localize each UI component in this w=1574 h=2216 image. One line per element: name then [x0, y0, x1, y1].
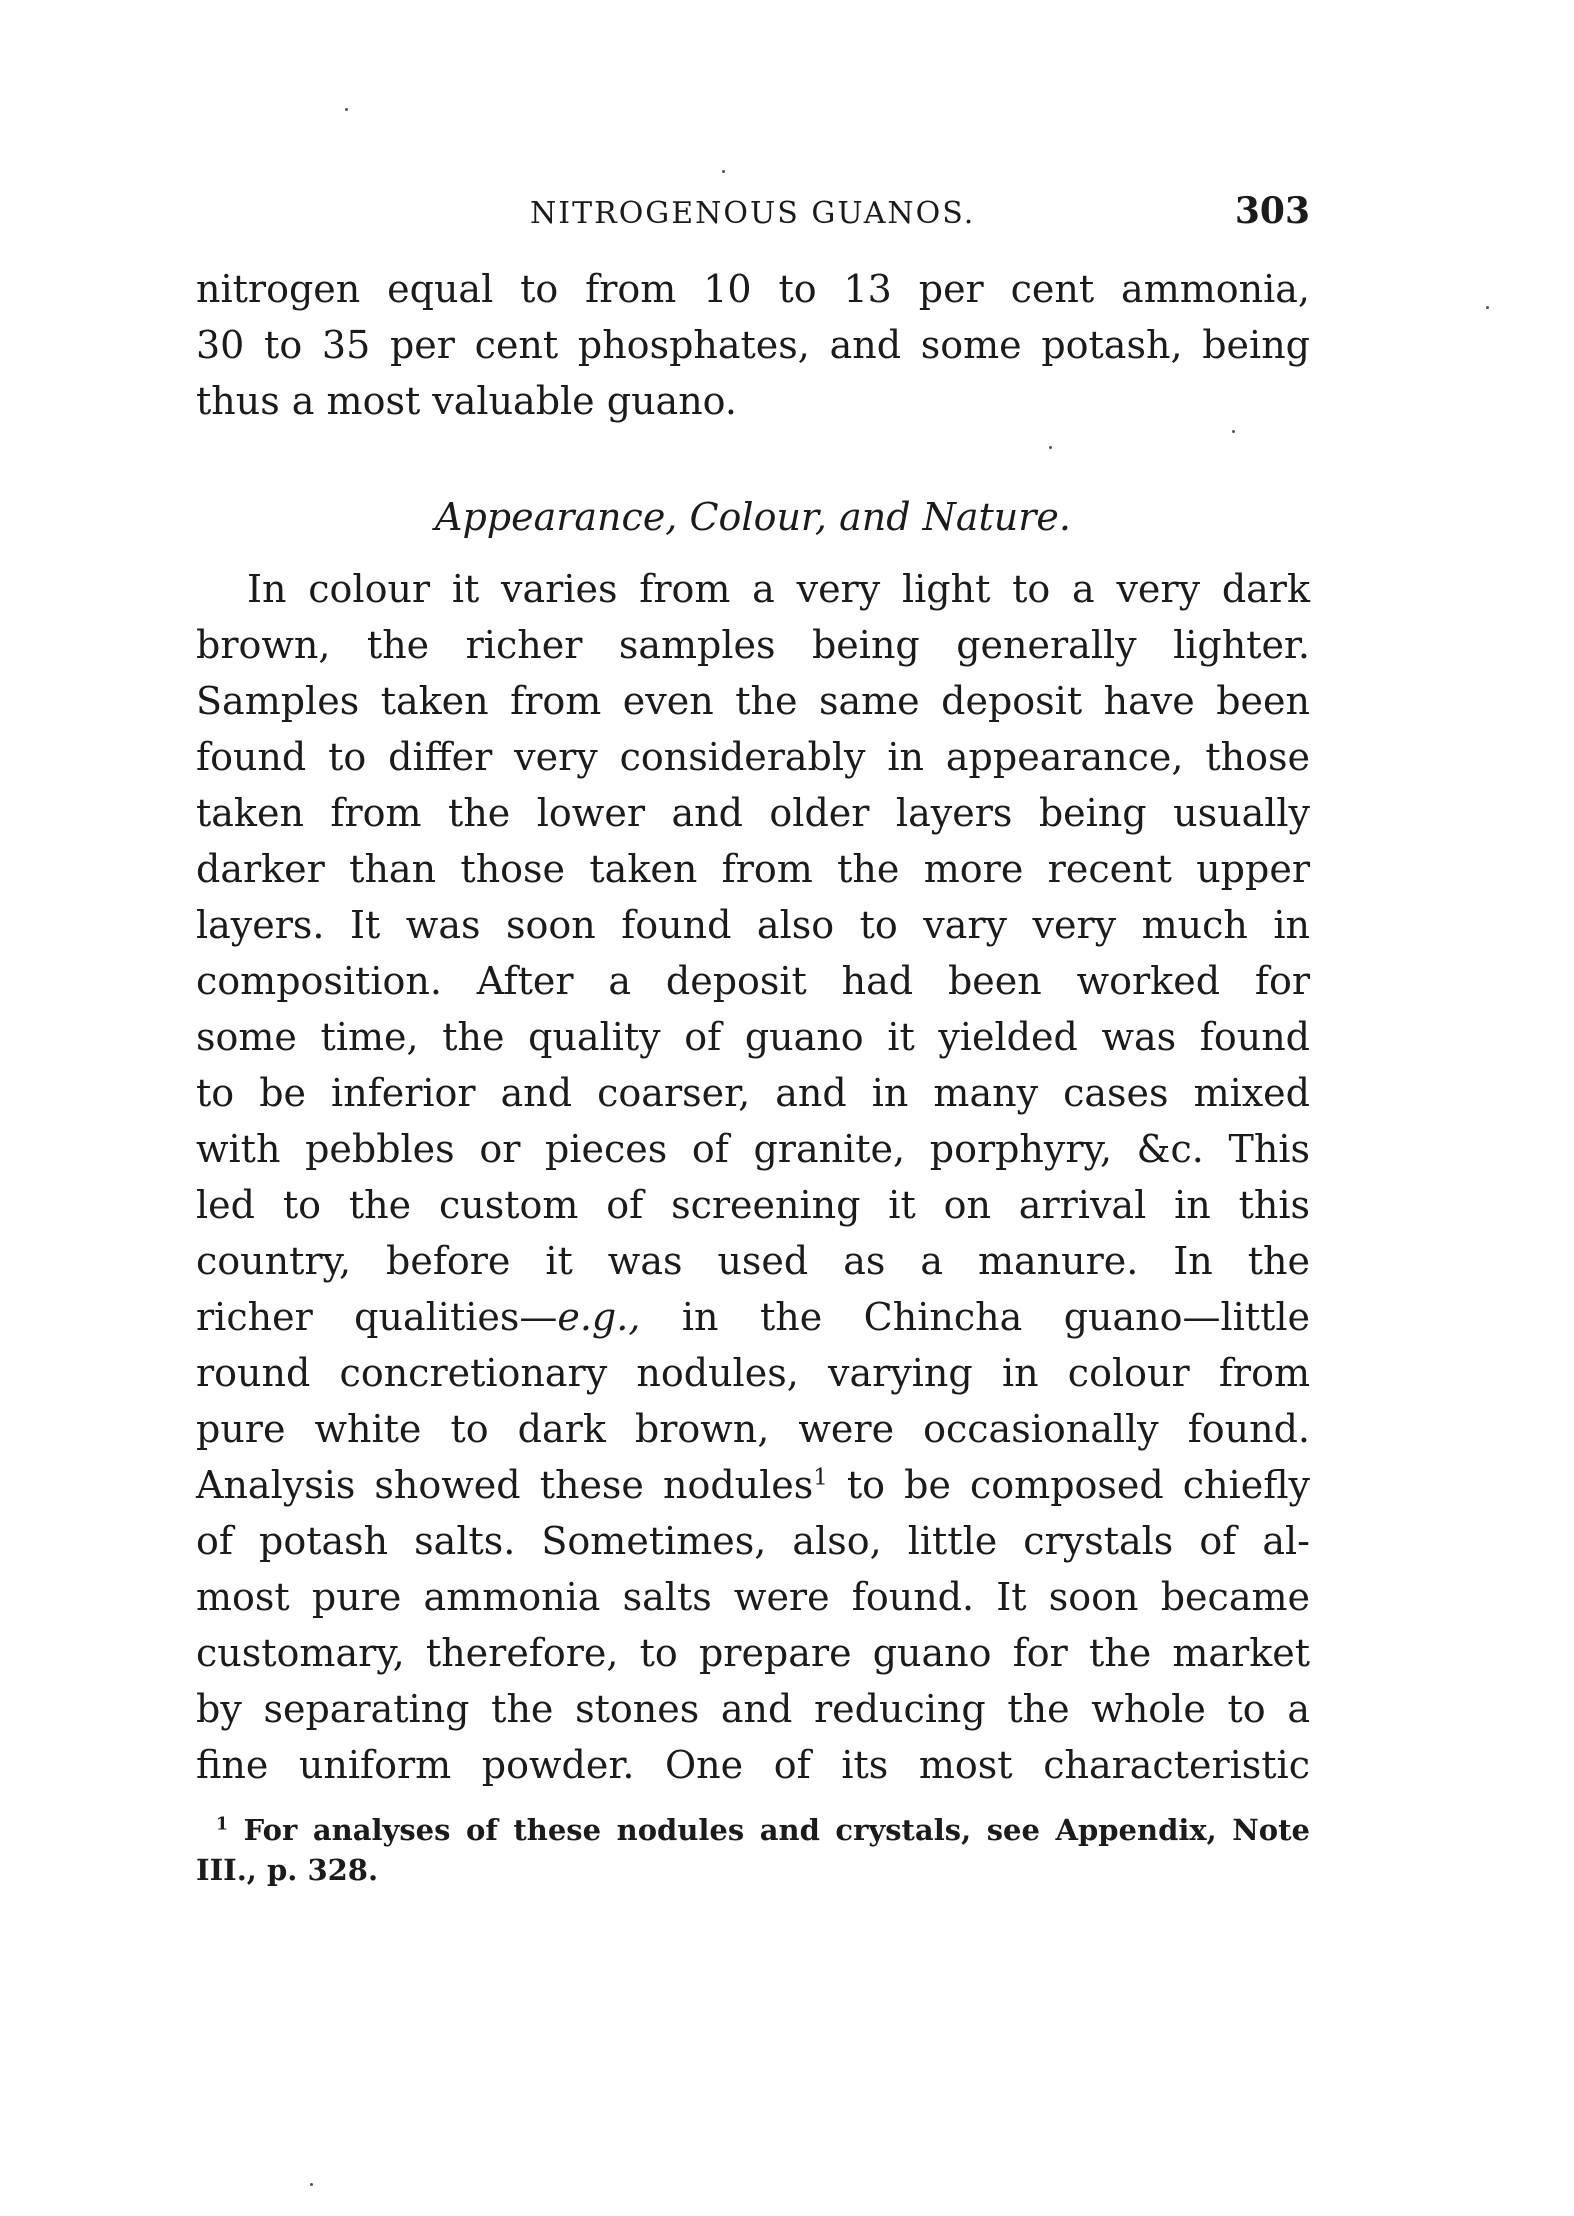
text-line: by separating the stones and reducing the whole to a — [196, 1687, 1310, 1731]
scan-speck — [1049, 446, 1052, 449]
text-segment: to be composed chiefly — [827, 1463, 1311, 1507]
footnote-text: For analyses of these nodules and crystals, see Appendix, Note — [243, 1813, 1310, 1847]
scan-speck — [722, 170, 725, 173]
text-line — [196, 1292, 1310, 1342]
text-line: fine uniform powder. One of its most characteristic — [196, 1743, 1310, 1787]
text-line: led to the custom of screening it on arrival in this — [196, 1183, 1310, 1227]
text-line: some time, the quality of guano it yielded was found — [196, 1015, 1310, 1059]
text-segment: Analysis showed these nodules — [196, 1463, 814, 1507]
footnote-line: III., p. 328. — [196, 1853, 379, 1887]
text-line: customary, therefore, to prepare guano for the market — [196, 1631, 1310, 1675]
text-line: with pebbles or pieces of granite, porphyry, &c. This — [196, 1127, 1310, 1171]
text-line: thus a most valuable guano. — [196, 379, 737, 423]
page-header — [196, 190, 1310, 240]
scan-speck — [345, 108, 348, 111]
text-line: brown, the richer samples being generally lighter. — [196, 623, 1310, 667]
scan-speck — [1486, 306, 1489, 309]
text-line: composition. After a deposit had been worked for — [196, 959, 1310, 1003]
footnote-line — [216, 1812, 1310, 1848]
text-line: found to differ very considerably in appearance, those — [196, 735, 1310, 779]
scan-speck — [1232, 430, 1235, 433]
text-line — [196, 1460, 1310, 1510]
text-line: nitrogen equal to from 10 to 13 per cent ammonia, — [196, 267, 1310, 311]
text-line: country, before it was used as a manure. In the — [196, 1239, 1310, 1283]
text-line: to be inferior and coarser, and in many cases mixed — [196, 1071, 1310, 1115]
text-segment: richer qualities— — [196, 1295, 558, 1339]
page-number: 303 — [1234, 190, 1310, 232]
text-line: darker than those taken from the more recent upper — [196, 847, 1310, 891]
text-line: In colour it varies from a very light to a very dark — [247, 567, 1310, 611]
text-line: taken from the lower and older layers being usually — [196, 791, 1310, 835]
text-line: of potash salts. Sometimes, also, little crystals of al- — [196, 1519, 1310, 1563]
italic-abbreviation: e.g., — [557, 1295, 641, 1339]
running-head: NITROGENOUS GUANOS. — [530, 196, 976, 231]
text-segment: in the Chincha guano—little — [640, 1295, 1310, 1339]
scan-speck — [310, 2183, 313, 2186]
footnote-reference: 1 — [813, 1464, 828, 1491]
text-line: 30 to 35 per cent phosphates, and some potash, being — [196, 323, 1310, 367]
text-line: most pure ammonia salts were found. It soon became — [196, 1575, 1310, 1619]
text-line: Samples taken from even the same deposit have been — [196, 679, 1310, 723]
text-line: round concretionary nodules, varying in colour from — [196, 1351, 1310, 1395]
section-heading: Appearance, Colour, and Nature. — [435, 495, 1071, 539]
footnote-marker: 1 — [216, 1814, 229, 1835]
text-line: pure white to dark brown, were occasionally found. — [196, 1407, 1310, 1451]
text-line: layers. It was soon found also to vary very much in — [196, 903, 1310, 947]
